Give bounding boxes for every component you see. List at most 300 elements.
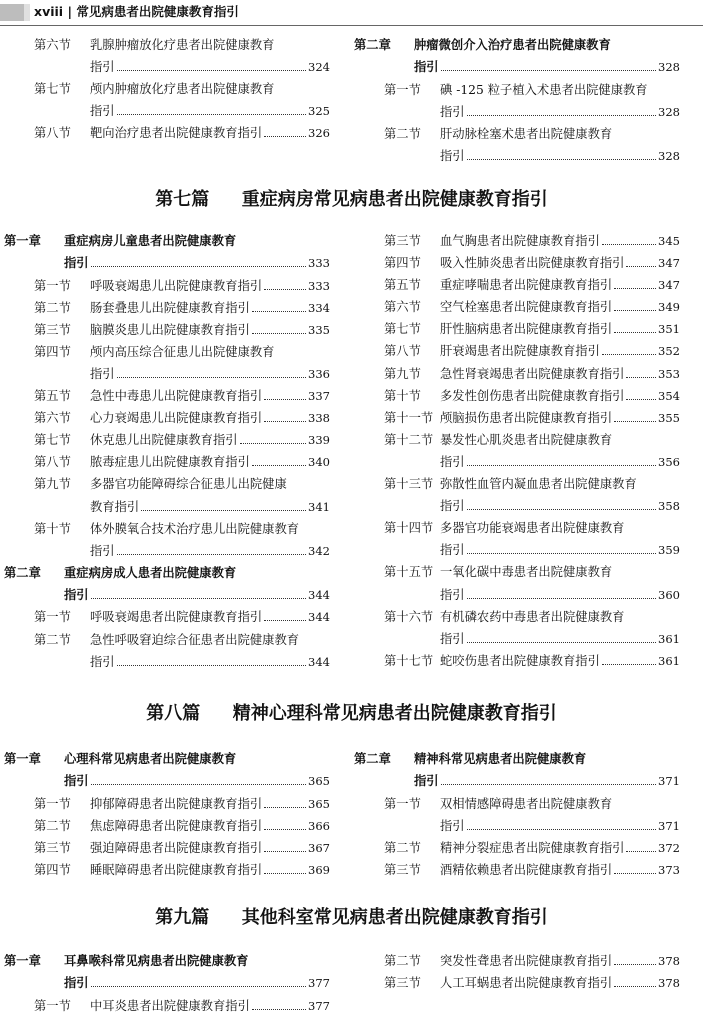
dot-leader: [117, 114, 306, 115]
chapter-label: 第一章: [4, 751, 41, 766]
section-title: 碘 -125 粒子植入术患者出院健康教育: [440, 82, 648, 97]
section-title: 肠套叠患儿出院健康教育指引: [90, 300, 250, 315]
dot-leader: [91, 598, 306, 599]
section-title: 肝衰竭患者出院健康教育指引: [440, 344, 600, 359]
part-title: 精神心理科常见病患者出院健康教育指引: [232, 703, 557, 724]
toc-section-entry[interactable]: [384, 650, 680, 672]
section-title: 颅脑损伤患者出院健康教育指引: [440, 410, 613, 425]
section-title: 血气胸患者出院健康教育指引: [440, 234, 600, 248]
dot-leader: [264, 829, 306, 830]
toc-section-entry[interactable]: [354, 837, 680, 859]
section-label: 第四节: [34, 344, 71, 359]
toc-section-entry[interactable]: [384, 972, 680, 994]
section-title: 呼吸衰竭患者出院健康教育指引: [90, 610, 263, 625]
chapter-title: 指引: [414, 773, 439, 789]
toc-section-entry[interactable]: [4, 319, 330, 341]
chapter-title: 指引: [64, 255, 89, 271]
dot-leader: [91, 784, 306, 785]
page-number: 366: [308, 818, 330, 833]
page-number: 328: [658, 104, 680, 119]
page-number: 336: [308, 366, 330, 381]
page-number: 342: [308, 543, 330, 558]
section-label: 第二节: [34, 632, 71, 647]
page-number: 373: [658, 862, 680, 877]
dot-leader: [264, 620, 306, 621]
section-title: 蛇咬伤患者出院健康教育指引: [440, 653, 600, 668]
dot-leader: [602, 244, 656, 245]
chapter-title: 指引: [64, 773, 89, 789]
toc-column: [34, 34, 330, 144]
section-label: 第二节: [34, 818, 71, 833]
section-title: 强迫障碍患者出院健康教育指引: [90, 840, 263, 855]
dot-leader: [117, 665, 306, 666]
section-label: 第五节: [384, 278, 421, 293]
dot-leader: [91, 986, 306, 987]
chapter-title: 指引: [414, 59, 439, 75]
section-label: 第十三节: [384, 477, 434, 492]
dot-leader: [252, 311, 306, 312]
section-title: 指引: [440, 587, 465, 602]
section-title: 人工耳蜗患者出院健康教育指引: [440, 976, 613, 991]
toc-section-entry[interactable]: [384, 628, 680, 650]
section-title: 指引: [440, 454, 465, 469]
toc-section-entry[interactable]: [354, 815, 680, 837]
section-title: 酒精依赖患者出院健康教育指引: [440, 862, 613, 877]
page-number: 325: [308, 104, 330, 119]
section-title: 多器官功能衰竭患者出院健康教育: [440, 521, 625, 536]
dot-leader: [117, 70, 306, 71]
section-title: 指引: [440, 148, 465, 163]
section-title: 脑膜炎患儿出院健康教育指引: [90, 322, 250, 337]
page-number: 371: [658, 818, 680, 833]
toc-section-entry[interactable]: [384, 495, 680, 517]
section-title: 重症哮喘患者出院健康教育指引: [440, 278, 613, 293]
section-label: 第二节: [384, 126, 421, 141]
page-number: 338: [308, 411, 330, 426]
section-label: 第六节: [34, 411, 71, 426]
section-title: 有机磷农药中毒患者出院健康教育: [440, 609, 625, 624]
section-title: 颅内高压综合征患儿出院健康教育: [90, 344, 275, 359]
page-number: 352: [658, 344, 680, 359]
toc-section-entry[interactable]: [354, 145, 680, 167]
dot-leader: [614, 310, 656, 311]
dot-leader: [467, 159, 656, 160]
toc-section-entry[interactable]: [384, 363, 680, 385]
page-number: 324: [308, 60, 330, 75]
toc-section-entry[interactable]: [4, 651, 330, 673]
section-label: 第九节: [34, 477, 71, 492]
dot-leader: [252, 1009, 306, 1010]
part-number: 第九篇: [155, 907, 210, 928]
toc-section-entry[interactable]: [4, 451, 330, 473]
dot-leader: [467, 829, 656, 830]
toc-section-entry[interactable]: [384, 230, 680, 252]
toc-section-entry[interactable]: [384, 274, 680, 296]
section-label: 第四节: [34, 862, 71, 877]
dot-leader: [626, 399, 656, 400]
dot-leader: [141, 510, 306, 511]
toc-section-entry[interactable]: [384, 429, 680, 451]
section-title: 指引: [440, 631, 465, 646]
section-title: 体外膜氧合技术治疗患儿出院健康教育: [90, 521, 300, 536]
section-title: 突发性聋患者出院健康教育指引: [440, 954, 613, 968]
toc-section-entry[interactable]: [384, 517, 680, 539]
page-number: 333: [308, 278, 330, 293]
toc-chapter-entry[interactable]: [354, 770, 680, 792]
part-title: 重症病房常见病患者出院健康教育指引: [241, 189, 548, 210]
dot-leader: [252, 333, 306, 334]
running-header: [0, 0, 703, 26]
dot-leader: [117, 554, 306, 555]
toc-section-entry[interactable]: [384, 340, 680, 362]
section-title: 多器官功能障碍综合征患儿出院健康: [90, 477, 287, 492]
part-heading: [0, 700, 703, 728]
toc-chapter-entry[interactable]: [354, 56, 680, 78]
toc-chapter-entry[interactable]: [354, 34, 680, 56]
section-label: 第一节: [34, 998, 71, 1013]
dot-leader: [264, 873, 306, 874]
section-label: 第十节: [34, 521, 71, 536]
section-title: 吸入性肺炎患者出院健康教育指引: [440, 256, 625, 271]
section-title: 呼吸衰竭患儿出院健康教育指引: [90, 278, 263, 293]
toc-section-entry[interactable]: [4, 496, 330, 518]
page-number: 349: [658, 300, 680, 315]
section-label: 第二节: [384, 954, 421, 968]
page-number: 360: [658, 587, 680, 602]
toc-column: [4, 950, 330, 1017]
page-number: 344: [308, 654, 330, 669]
chapter-title: 心理科常见病患者出院健康教育: [64, 751, 237, 766]
page-number: 334: [308, 300, 330, 315]
dot-leader: [614, 873, 656, 874]
part-number: 第八篇: [146, 703, 201, 724]
section-title: 指引: [90, 543, 115, 558]
chapter-title: 重症病房成人患者出院健康教育: [64, 564, 237, 580]
section-label: 第八节: [384, 344, 421, 359]
page-number: 333: [308, 256, 330, 271]
page-number: 356: [658, 454, 680, 469]
section-title: 指引: [440, 104, 465, 119]
header-rule: [0, 25, 703, 26]
toc-section-entry[interactable]: [4, 518, 330, 540]
page-number: 354: [658, 388, 680, 403]
section-title: 指引: [90, 104, 115, 119]
toc-column: [384, 950, 680, 994]
page-number: 341: [308, 499, 330, 514]
section-title: 乳腺肿瘤放化疗患者出院健康教育: [90, 38, 275, 52]
toc-section-entry[interactable]: [384, 318, 680, 340]
part-heading: [0, 186, 703, 214]
section-label: 第一节: [34, 278, 71, 293]
section-label: 第六节: [34, 38, 71, 52]
section-label: 第三节: [34, 840, 71, 855]
toc-column: [4, 230, 330, 673]
toc-section-entry[interactable]: [4, 837, 330, 859]
section-label: 第三节: [384, 976, 421, 991]
section-label: 第十一节: [384, 410, 434, 425]
header-decoration: [0, 4, 24, 21]
section-title: 休克患儿出院健康教育指引: [90, 433, 238, 448]
book-title: 常见病患者出院健康教育指引: [76, 4, 239, 19]
page-number: 337: [308, 389, 330, 404]
toc-chapter-entry[interactable]: [4, 230, 330, 252]
toc-section-entry[interactable]: [4, 429, 330, 451]
chapter-title: 指引: [64, 975, 89, 991]
section-title: 指引: [90, 60, 115, 75]
chapter-title: 肿瘤微创介入治疗患者出院健康教育: [414, 37, 611, 52]
toc-chapter-entry[interactable]: [4, 562, 330, 584]
page-number: 326: [308, 126, 330, 141]
chapter-title: 耳鼻喉科常见病患者出院健康教育: [64, 953, 249, 968]
section-title: 抑郁障碍患者出院健康教育指引: [90, 796, 263, 811]
page-number: 361: [658, 653, 680, 668]
toc-chapter-entry[interactable]: [4, 252, 330, 274]
chapter-label: 第二章: [4, 564, 41, 580]
page-number: 353: [658, 366, 680, 381]
toc-section-entry[interactable]: [384, 950, 680, 972]
toc-section-entry[interactable]: [354, 859, 680, 881]
page-number: 365: [308, 796, 330, 811]
dot-leader: [467, 553, 656, 554]
toc-section-entry[interactable]: [4, 473, 330, 495]
section-title: 靶向治疗患者出院健康教育指引: [90, 126, 263, 141]
page-number: 361: [658, 631, 680, 646]
page-number: 340: [308, 455, 330, 470]
toc-section-entry[interactable]: [4, 606, 330, 628]
toc-section-entry[interactable]: [384, 606, 680, 628]
section-title: 精神分裂症患者出院健康教育指引: [440, 840, 625, 855]
section-label: 第八节: [34, 455, 71, 470]
section-label: 第八节: [34, 126, 71, 141]
page-number: 355: [658, 410, 680, 425]
dot-leader: [441, 784, 656, 785]
section-label: 第一节: [34, 610, 71, 625]
toc-chapter-entry[interactable]: [4, 748, 330, 770]
page-number: 351: [658, 322, 680, 337]
page-number: 345: [658, 234, 680, 248]
toc-section-entry[interactable]: [4, 859, 330, 881]
section-title: 暴发性心肌炎患者出院健康教育: [440, 432, 613, 447]
toc-section-entry[interactable]: [4, 385, 330, 407]
section-label: 第一节: [34, 796, 71, 811]
section-label: 第十七节: [384, 653, 434, 668]
page-number: xviii: [34, 4, 64, 19]
dot-leader: [264, 136, 306, 137]
dot-leader: [264, 399, 306, 400]
toc-column: [354, 34, 680, 167]
section-title: 急性中毒患儿出院健康教育指引: [90, 389, 263, 404]
dot-leader: [264, 289, 306, 290]
chapter-label: 第一章: [4, 233, 41, 248]
section-title: 肝动脉栓塞术患者出院健康教育: [440, 126, 613, 141]
section-title: 急性肾衰竭患者出院健康教育指引: [440, 366, 625, 381]
section-title: 颅内肿瘤放化疗患者出院健康教育: [90, 82, 275, 97]
page-number: 344: [308, 610, 330, 625]
toc-section-entry[interactable]: [34, 100, 330, 122]
toc-section-entry[interactable]: [4, 363, 330, 385]
dot-leader: [614, 288, 656, 289]
page-number: 347: [658, 256, 680, 271]
toc-section-entry[interactable]: [4, 540, 330, 562]
section-label: 第九节: [384, 366, 421, 381]
toc-section-entry[interactable]: [384, 407, 680, 429]
section-label: 第十五节: [384, 565, 434, 580]
dot-leader: [117, 377, 306, 378]
chapter-title: 精神科常见病患者出院健康教育: [414, 751, 587, 766]
section-label: 第十二节: [384, 432, 434, 447]
toc-chapter-entry[interactable]: [4, 972, 330, 994]
page-number: 347: [658, 278, 680, 293]
dot-leader: [614, 986, 656, 987]
section-label: 第三节: [34, 322, 71, 337]
page-number: 371: [658, 774, 680, 789]
section-title: 双相情感障碍患者出院健康教育: [440, 796, 613, 811]
page-number: 367: [308, 840, 330, 855]
dot-leader: [626, 266, 656, 267]
page-number: 339: [308, 433, 330, 448]
toc-section-entry[interactable]: [4, 815, 330, 837]
dot-leader: [240, 443, 306, 444]
toc-section-entry[interactable]: [34, 34, 330, 56]
section-title: 心力衰竭患儿出院健康教育指引: [90, 411, 263, 426]
part-title: 其他科室常见病患者出院健康教育指引: [241, 907, 548, 928]
section-label: 第三节: [384, 234, 421, 248]
toc-chapter-entry[interactable]: [4, 584, 330, 606]
dot-leader: [91, 266, 306, 267]
dot-leader: [602, 354, 656, 355]
section-title: 空气栓塞患者出院健康教育指引: [440, 300, 613, 315]
toc-section-entry[interactable]: [354, 123, 680, 145]
toc-section-entry[interactable]: [384, 296, 680, 318]
section-title: 指引: [90, 654, 115, 669]
chapter-label: 第一章: [4, 953, 41, 968]
section-label: 第十六节: [384, 609, 434, 624]
toc-section-entry[interactable]: [354, 101, 680, 123]
toc-section-entry[interactable]: [4, 297, 330, 319]
toc-column: [4, 748, 330, 881]
page-number: 369: [308, 862, 330, 877]
section-label: 第一节: [384, 82, 421, 97]
header-text: [34, 3, 239, 21]
section-title: 急性呼吸窘迫综合征患者出院健康教育: [90, 632, 300, 647]
section-title: 中耳炎患者出院健康教育指引: [90, 998, 250, 1013]
dot-leader: [467, 509, 656, 510]
page-number: 328: [658, 60, 680, 75]
toc-chapter-entry[interactable]: [354, 748, 680, 770]
page-number: 378: [658, 976, 680, 991]
toc-chapter-entry[interactable]: [4, 950, 330, 972]
section-label: 第二节: [384, 840, 421, 855]
toc-section-entry[interactable]: [384, 451, 680, 473]
chapter-title: 重症病房儿童患者出院健康教育: [64, 233, 237, 248]
section-title: 指引: [440, 543, 465, 558]
section-label: 第五节: [34, 389, 71, 404]
section-title: 教育指引: [90, 499, 140, 514]
page-number: 365: [308, 774, 330, 789]
page-number: 359: [658, 543, 680, 558]
dot-leader: [264, 421, 306, 422]
toc-section-entry[interactable]: [4, 793, 330, 815]
section-title: 弥散性血管内凝血患者出院健康教育: [440, 477, 637, 492]
dot-leader: [264, 851, 306, 852]
section-title: 指引: [90, 366, 115, 381]
page-number: 377: [308, 976, 330, 991]
page-number: 344: [308, 588, 330, 603]
part-heading: [0, 904, 703, 932]
section-title: 脓毒症患儿出院健康教育指引: [90, 455, 250, 470]
toc-section-entry[interactable]: [34, 122, 330, 144]
toc-section-entry[interactable]: [384, 252, 680, 274]
section-label: 第一节: [384, 796, 421, 811]
page-number: 377: [308, 998, 330, 1013]
toc-section-entry[interactable]: [354, 793, 680, 815]
toc-section-entry[interactable]: [354, 79, 680, 101]
section-label: 第七节: [34, 433, 71, 448]
part-number: 第七篇: [155, 189, 210, 210]
section-label: 第十四节: [384, 521, 434, 536]
dot-leader: [264, 807, 306, 808]
section-title: 指引: [440, 499, 465, 514]
toc-section-entry[interactable]: [4, 629, 330, 651]
toc-section-entry[interactable]: [4, 341, 330, 363]
dot-leader: [614, 964, 656, 965]
toc-section-entry[interactable]: [4, 995, 330, 1017]
section-title: 指引: [440, 818, 465, 833]
section-title: 睡眠障碍患者出院健康教育指引: [90, 862, 263, 877]
toc-section-entry[interactable]: [4, 407, 330, 429]
toc-column: [384, 230, 680, 672]
chapter-label: 第二章: [354, 37, 391, 52]
header-separator: |: [67, 4, 73, 19]
section-title: 一氧化碳中毒患者出院健康教育: [440, 565, 613, 580]
toc-section-entry[interactable]: [384, 539, 680, 561]
dot-leader: [626, 377, 656, 378]
section-label: 第二节: [34, 300, 71, 315]
toc-section-entry[interactable]: [34, 56, 330, 78]
section-label: 第七节: [384, 322, 421, 337]
section-label: 第三节: [384, 862, 421, 877]
toc-section-entry[interactable]: [384, 584, 680, 606]
section-label: 第四节: [384, 256, 421, 271]
dot-leader: [441, 70, 656, 71]
dot-leader: [467, 642, 656, 643]
dot-leader: [252, 465, 306, 466]
page-number: 372: [658, 840, 680, 855]
page-number: 358: [658, 499, 680, 514]
toc-section-entry[interactable]: [34, 78, 330, 100]
dot-leader: [467, 598, 656, 599]
toc-column: [354, 748, 680, 881]
toc-section-entry[interactable]: [384, 385, 680, 407]
dot-leader: [626, 851, 656, 852]
chapter-title: 指引: [64, 587, 89, 603]
section-label: 第七节: [34, 82, 71, 97]
chapter-label: 第二章: [354, 751, 391, 766]
toc-section-entry[interactable]: [4, 275, 330, 297]
page-number: 378: [658, 954, 680, 968]
toc-section-entry[interactable]: [384, 561, 680, 583]
toc-section-entry[interactable]: [384, 473, 680, 495]
section-title: 焦虑障碍患者出院健康教育指引: [90, 818, 263, 833]
section-label: 第六节: [384, 300, 421, 315]
section-title: 肝性脑病患者出院健康教育指引: [440, 322, 613, 337]
page-number: 328: [658, 148, 680, 163]
page-number: 335: [308, 322, 330, 337]
header-decoration: [24, 4, 30, 21]
section-label: 第十节: [384, 388, 421, 403]
dot-leader: [467, 115, 656, 116]
toc-chapter-entry[interactable]: [4, 770, 330, 792]
